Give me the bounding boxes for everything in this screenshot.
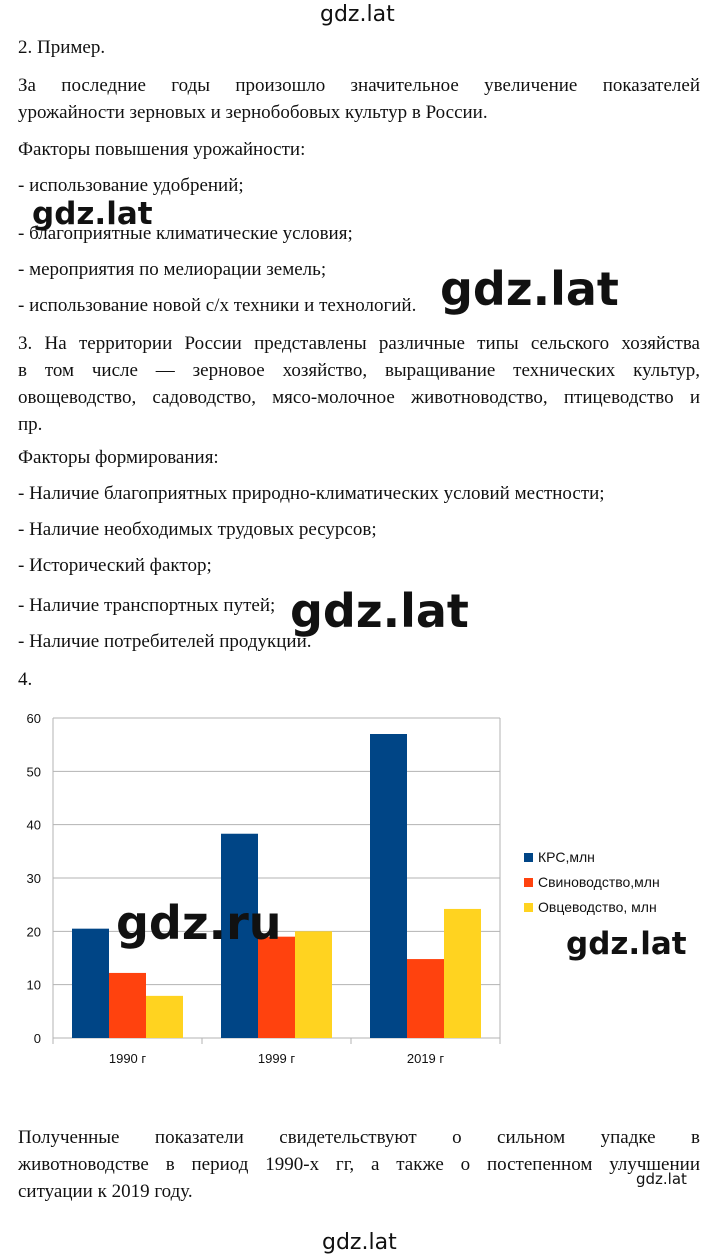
bar-3-1	[146, 996, 183, 1038]
legend-label-1: КРС,млн	[538, 849, 595, 865]
bar-1-3	[370, 734, 407, 1038]
section3-line3: овощеводство, садоводство, мясо-молочное животноводство, птицеводство и	[18, 387, 700, 408]
section2-item-climate: - благоприятные климатические условия;	[18, 223, 353, 244]
section2-item-fertilizers: - использование удобрений;	[18, 175, 244, 196]
section2-heading: 2. Пример.	[18, 37, 106, 58]
watermark-top: gdz.lat	[320, 2, 395, 27]
section3-item-historical: - Исторический фактор;	[18, 555, 212, 576]
watermark-chart-right: gdz.lat	[566, 926, 687, 962]
chart-legend	[524, 849, 660, 915]
section2-paragraph-line1: За последние годы произошло значительное увеличение показателей	[18, 75, 700, 96]
bar-2-2	[258, 937, 295, 1038]
section2-item-melioration: - мероприятия по мелиорации земель;	[18, 259, 327, 280]
y-tick-label-10: 10	[26, 977, 41, 993]
y-tick-label-50: 50	[26, 764, 41, 780]
y-tick-label-20: 20	[26, 924, 41, 940]
legend-label-3: Овцеводство, млн	[538, 899, 657, 915]
section3-factors-title: Факторы формирования:	[18, 447, 219, 468]
legend-swatch-2	[524, 878, 533, 887]
watermark-chart-ru: gdz.ru	[116, 896, 282, 950]
legend-label-2: Свиноводство,млн	[538, 874, 660, 890]
legend-swatch-1	[524, 853, 533, 862]
watermark-left: gdz.lat	[32, 196, 153, 232]
chart-bars	[72, 734, 481, 1038]
y-tick-label-60: 60	[26, 711, 41, 726]
bar-3-2	[295, 931, 332, 1038]
bar-3-3	[444, 909, 481, 1038]
legend-swatch-3	[524, 903, 533, 912]
section3-item-consumers: - Наличие потребителей продукции.	[18, 631, 312, 652]
x-tick-label-3: 2019 г	[406, 1051, 445, 1066]
section2-paragraph-line2: урожайности зерновых и зернобобовых культур в России.	[18, 102, 488, 123]
y-tick-label-30: 30	[26, 871, 41, 886]
livestock-bar-chart	[0, 700, 720, 1080]
bar-2-1	[109, 973, 146, 1038]
section4-heading: 4.	[18, 669, 33, 690]
section3-line1: 3. На территории России представлены различные типы сельского хозяйства	[18, 333, 700, 354]
chart-x-ticks	[109, 1051, 445, 1066]
watermark-right: gdz.lat	[440, 262, 619, 316]
x-tick-label-1: 1990 г	[108, 1051, 147, 1066]
watermark-middle: gdz.lat	[290, 584, 469, 638]
conclusion-line2: животноводстве в период 1990-х гг, а также о постепенном улучшении	[18, 1154, 700, 1175]
section3-item-natural: - Наличие благоприятных природно-климатических условий местности;	[18, 483, 605, 504]
section3-item-transport: - Наличие транспортных путей;	[18, 595, 276, 616]
y-tick-label-0: 0	[33, 1031, 41, 1046]
watermark-bottom: gdz.lat	[322, 1230, 397, 1255]
chart-y-ticks	[27, 711, 41, 1046]
section2-item-technology: - использование новой с/х техники и технологий.	[18, 295, 417, 316]
y-tick-label-40: 40	[26, 817, 41, 833]
bar-2-3	[407, 959, 444, 1038]
conclusion-line3: ситуации к 2019 году.	[18, 1181, 193, 1202]
bar-1-1	[72, 929, 109, 1038]
watermark-bottom-right: gdz.lat	[636, 1170, 687, 1188]
section3-line2: в том числе — зерновое хозяйство, выращивание технических культур,	[18, 360, 700, 381]
x-tick-label-2: 1999 г	[257, 1051, 296, 1066]
conclusion-line1: Полученные показатели свидетельствуют о сильном упадке в	[18, 1127, 700, 1148]
conclusion-paragraph	[18, 1124, 700, 1205]
section3-paragraph	[18, 330, 700, 438]
section2-factors-title: Факторы повышения урожайности:	[18, 139, 306, 160]
section3-line4: пр.	[18, 414, 43, 435]
section3-item-labor: - Наличие необходимых трудовых ресурсов;	[18, 519, 377, 540]
section2-paragraph	[18, 72, 700, 126]
